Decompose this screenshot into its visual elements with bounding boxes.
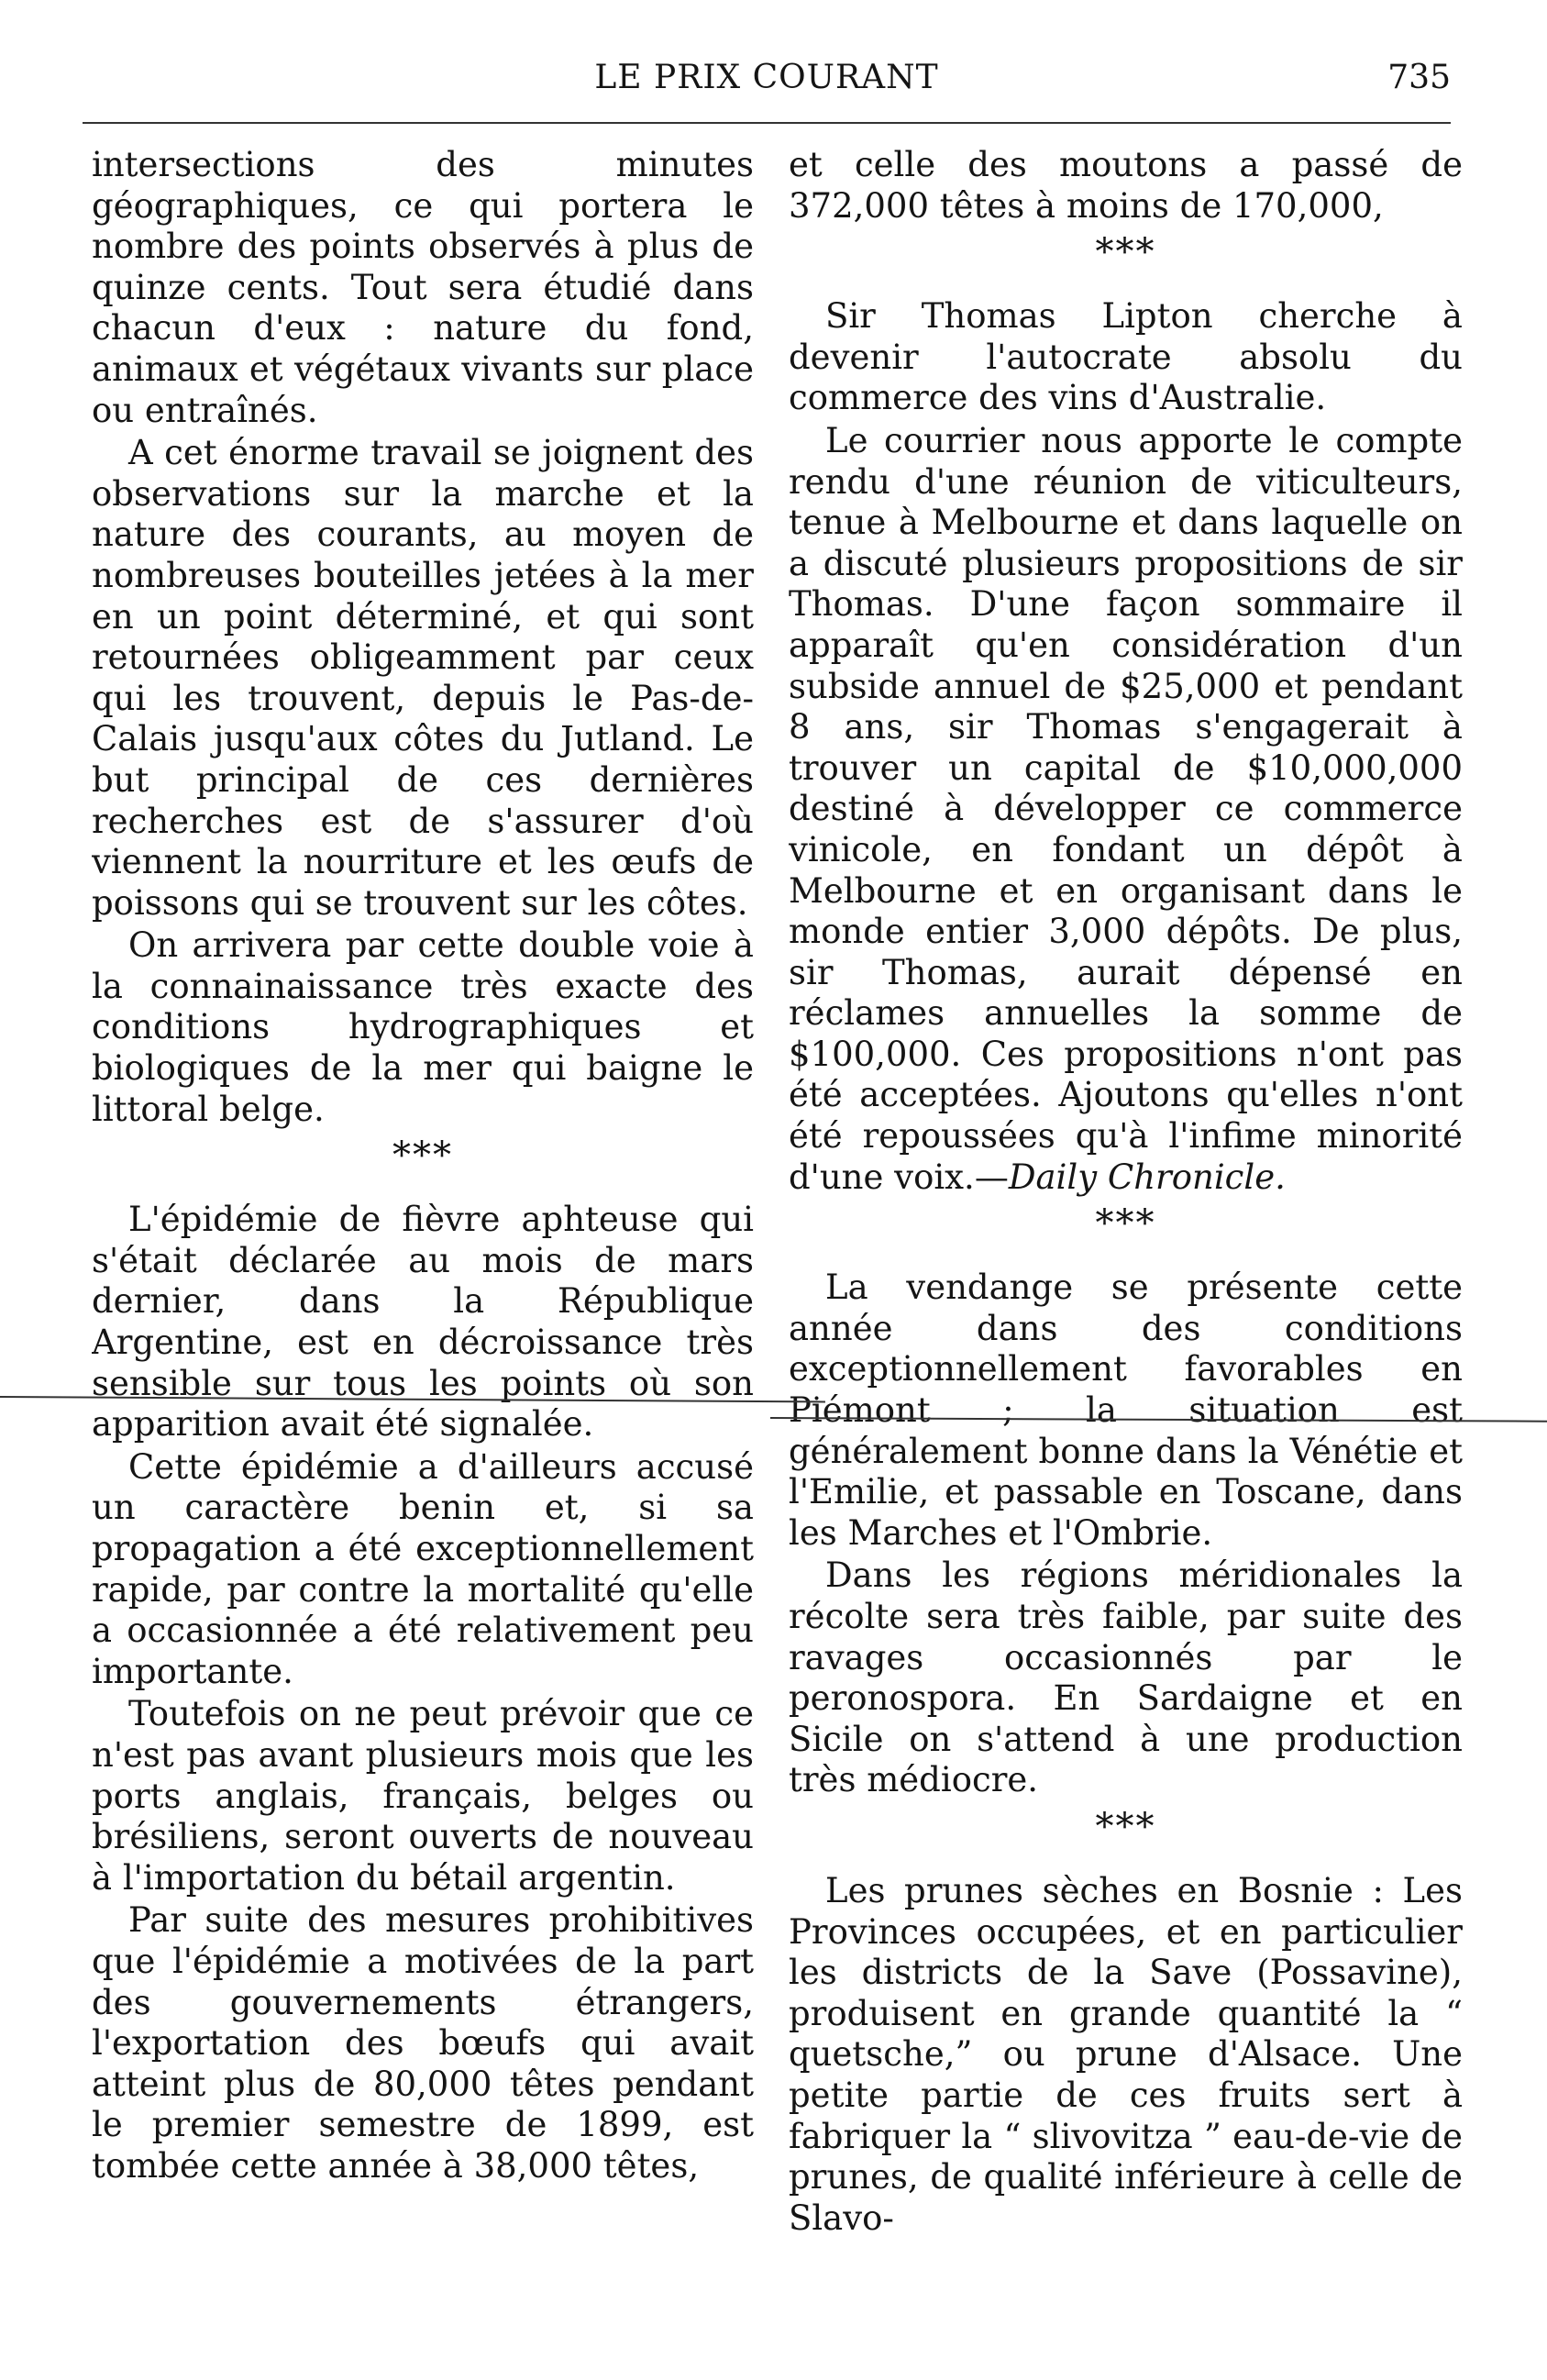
paragraph: La vendange se présente cette année dans des conditions exceptionnellement favorables en Piémont ; la situation est généralement bonne dans la Vénétie et l'Emilie, et passable en Toscane, dans les Marches et l'Ombrie. [789,1267,1463,1553]
paragraph: On arrivera par cette double voie à la connainaissance très exacte des conditions hydrographiques et biologiques de la mer qui baigne le littoral belge. [92,925,754,1129]
paragraph: Les prunes sèches en Bosnie : Les Provinces occupées, et en particulier les districts de la Save (Possavine), produisent en grande quantité la “ quetsche,” ou prune d'Alsace. Une petite partie de ces fruits sert à fabriquer la “ slivovitza ” eau-de-vie de prunes, de qualité inférieure à celle de Slavo- [789,1870,1463,2238]
paragraph: et celle des moutons a passé de 372,000 têtes à moins de 170,000, [789,145,1463,226]
paragraph: Sir Thomas Lipton cherche à devenir l'autocrate absolu du commerce des vins d'Australie. [789,296,1463,418]
paragraph: Dans les régions méridionales la récolte sera très faible, par suite des ravages occasionnés par le peronospora. En Sardaigne et en Sicile on s'attend à une production très médiocre. [789,1555,1463,1800]
header-rule [83,122,1451,124]
left-column [92,145,754,2380]
right-column [789,145,1463,2380]
paragraph: Par suite des mesures prohibitives que l'épidémie a motivées de la part des gouvernements étrangers, l'exportation des bœufs qui avait atteint plus de 80,000 têtes pendant le premier semestre de 1899, est tombée cette année à 38,000 têtes, [92,1900,754,2186]
running-title: LE PRIX COURANT [594,59,939,96]
paragraph: A cet énorme travail se joignent des observations sur la marche et la nature des courants, au moyen de nombreuses bouteilles jetées à la mer en un point déterminé, et qui sont retournées obligeamment par ceux qui les trouvent, depuis le Pas-de-Calais jusqu'aux côtes du Jutland. Le but principal de ces dernières recherches est de s'assurer d'où viennent la nourriture et les œufs de poissons qui se trouvent sur les côtes. [92,433,754,923]
section-separator: *** [1095,1202,1156,1245]
paragraph-text: Le courrier nous apporte le compte rendu d'une réunion de viticulteurs, tenue à Melbourne et dans laquelle on a discuté plusieurs propositions de sir Thomas. D'une façon sommaire il apparaît qu'en considération d'un subside annuel de $25,000 et pendant 8 ans, sir Thomas s'engagerait à trouver un capital de $10,000,000 destiné à développer ce commerce vinicole, en fondant un dépôt à Melbourne et en organisant dans le monde entier 3,000 dépôts. De plus, sir Thomas, aurait dépensé en réclames annuelles la somme de $100,000. Ces propositions n'ont pas été acceptées. Ajoutons qu'elles n'ont été repoussées qu'à l'infime minorité d'une voix.— [789,420,1463,1197]
section-separator: *** [392,1135,453,1178]
paragraph: L'épidémie de fièvre aphteuse qui s'était déclarée au mois de mars dernier, dans la République Argentine, est en décroissance très sensible sur tous les points où son apparition avait été signalée. [92,1200,754,1445]
page-header [83,59,1451,103]
section-separator: *** [1095,231,1156,274]
section-separator: *** [1095,1805,1156,1848]
paragraph: Toutefois on ne peut prévoir que ce n'est pas avant plusieurs mois que les ports anglais, français, belges ou brésiliens, seront ouverts de nouveau à l'importation du bétail argentin. [92,1694,754,1898]
page-number: 735 [1387,59,1451,96]
paragraph: Cette épidémie a d'ailleurs accusé un caractère benin et, si sa propagation a été exceptionnellement rapide, par contre la mortalité qu'elle a occasionnée a été relativement peu importante. [92,1446,754,1691]
paragraph: intersections des minutes géographiques, ce qui portera le nombre des points observés à plus de quinze cents. Tout sera étudié dans chacun d'eux : nature du fond, animaux et végétaux vivants sur place ou entraînés. [92,145,754,430]
source-citation: Daily Chronicle. [1008,1157,1286,1197]
paragraph [789,421,1463,1198]
